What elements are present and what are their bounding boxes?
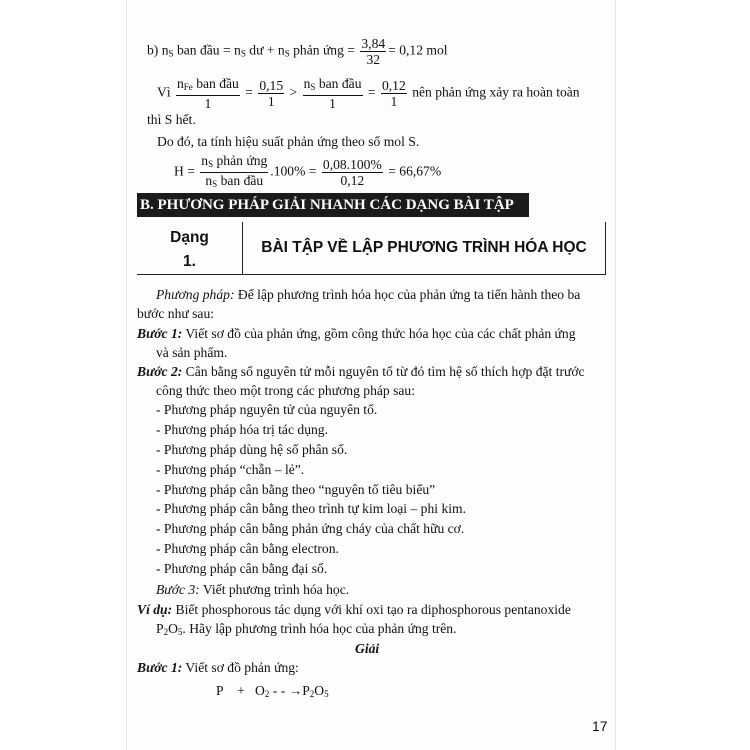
step1 <box>137 326 576 342</box>
step2-line2: công thức theo một trong các phương pháp sau: <box>156 383 415 398</box>
sub: S <box>208 159 214 169</box>
fraction <box>200 153 268 192</box>
equals-sign: = <box>367 84 376 100</box>
step3-label: Bước 3: <box>156 582 200 597</box>
method-list-item: - Phương pháp cân bằng electron. <box>156 541 339 556</box>
text: P <box>156 621 164 636</box>
text: Viết phương trình hóa học. <box>199 582 350 597</box>
denominator: 1 <box>267 94 275 109</box>
h-label: H = <box>174 163 195 179</box>
method-list-item: - Phương pháp cân bằng đại số. <box>156 561 328 576</box>
fraction <box>303 76 363 111</box>
reaction-arrow: - - → <box>272 683 303 698</box>
fraction <box>360 36 386 67</box>
method-label: Phương pháp: <box>156 287 235 302</box>
method-intro <box>156 287 580 303</box>
denominator: 1 <box>329 96 336 111</box>
reactant-p: P <box>216 683 224 698</box>
method-list-item: - Phương pháp cân bằng theo “nguyên tố tiêu biểu” <box>156 482 436 497</box>
reaction-equation <box>216 683 329 699</box>
fraction <box>322 157 383 188</box>
sub-s: S <box>168 48 174 59</box>
text: Cân bằng số nguyên tử mỗi nguyên tố từ đó tìm hệ số thích hợp đặt trước <box>182 364 585 379</box>
text: ban đầu = n <box>173 42 241 58</box>
step1-line2: và sản phẩm. <box>156 345 228 360</box>
denominator: 1 <box>204 96 212 111</box>
sub: S <box>310 82 316 92</box>
example-step1-label: Bước 1: <box>137 660 183 675</box>
method-list-item: - Phương pháp nguyên tử của nguyên tố. <box>156 402 378 417</box>
numerator <box>200 153 268 173</box>
text: O <box>168 621 178 636</box>
fraction <box>176 76 240 111</box>
vi-line2: thì S hết. <box>147 112 196 127</box>
sub: 2 <box>309 689 315 699</box>
step2-label: Bước 2: <box>137 364 183 379</box>
vi-label: Vì <box>157 84 171 100</box>
sub: 5 <box>177 627 183 637</box>
denominator <box>200 173 268 192</box>
product: O <box>314 683 325 698</box>
reactant-o2: O <box>255 683 265 698</box>
text: dư + n <box>245 42 285 58</box>
dang-label-line2: 1. <box>183 253 196 270</box>
method-list-item: - Phương pháp “chẵn – lẻ”. <box>156 462 305 477</box>
denominator: 1 <box>390 94 398 109</box>
sub: 5 <box>324 689 329 699</box>
text: ban đầu <box>192 76 239 91</box>
step3 <box>156 582 349 598</box>
book-page <box>126 0 616 750</box>
dang-label-line1: Dạng <box>170 229 209 246</box>
example-line2 <box>156 621 456 637</box>
dang-label <box>137 222 243 274</box>
h-formula <box>174 153 441 192</box>
numerator: 3,84 <box>361 36 386 51</box>
text: Viết sơ đồ phản ứng: <box>182 660 299 675</box>
denominator: 32 <box>366 52 381 67</box>
sub: 2 <box>163 627 169 637</box>
dang-box <box>137 222 606 275</box>
method-list-item: - Phương pháp cân bằng phản ứng cháy của chất hữu cơ. <box>156 521 465 536</box>
fraction <box>258 78 284 109</box>
page-number: 17 <box>592 718 608 734</box>
text: Để lập phương trình hóa học của phản ứng ta tiến hành theo ba <box>234 287 581 302</box>
h-mid: .100% = <box>270 163 317 179</box>
equals-sign: = <box>245 84 253 100</box>
do-do-line: Do đó, ta tính hiệu suất phản ứng theo số mol S. <box>157 134 420 149</box>
text: phản ứng <box>213 153 268 168</box>
example-label: Ví dụ: <box>137 602 173 617</box>
sub: 2 <box>264 689 270 699</box>
dang-title: BÀI TẬP VỀ LẬP PHƯƠNG TRÌNH HÓA HỌC <box>261 239 587 256</box>
text: ban đầu <box>315 76 362 91</box>
step2 <box>137 364 585 380</box>
greater-sign: > <box>289 84 298 100</box>
plus-sign: + <box>237 683 245 698</box>
numerator: 0,12 <box>381 78 406 93</box>
section-heading: B. PHƯƠNG PHÁP GIẢI NHANH CÁC DẠNG BÀI TẬP <box>137 193 529 217</box>
sub: Fe <box>183 82 193 92</box>
sub: S <box>212 179 218 189</box>
calc-b-result: = 0,12 mol <box>388 42 448 58</box>
text: Biết phosphorous tác dụng với khí oxi tạo ra diphosphorous pentanoxide <box>172 602 571 617</box>
text: ban đầu <box>217 173 264 188</box>
step1-label: Bước 1: <box>137 326 183 341</box>
text: . Hãy lập phương trình hóa học của phản ứng trên. <box>182 621 457 636</box>
numerator: 0,08.100% <box>322 157 382 172</box>
vi-line <box>157 76 580 111</box>
numerator <box>303 76 363 96</box>
denominator: 0,12 <box>340 173 365 188</box>
product: P <box>302 683 310 698</box>
calc-b-line <box>147 36 448 67</box>
fraction <box>381 78 407 109</box>
text: n <box>177 76 184 91</box>
text: phản ứng = <box>289 42 359 58</box>
method-intro-line2: bước như sau: <box>137 306 215 321</box>
solution-heading: Giải <box>355 641 380 656</box>
method-list-item: - Phương pháp dùng hệ số phân số. <box>156 442 348 457</box>
example-step1 <box>137 660 299 676</box>
text: n <box>201 153 209 168</box>
numerator: 0,15 <box>259 78 284 93</box>
h-result: = 66,67% <box>388 163 442 179</box>
text: Viết sơ đồ của phản ứng, gồm công thức hóa học của các chất phản ứng <box>182 326 576 341</box>
sub-s: S <box>240 48 246 59</box>
method-list-item: - Phương pháp cân bằng theo trình tự kim loại – phi kim. <box>156 501 466 516</box>
text: n <box>303 76 311 91</box>
vi-tail: nên phản ứng xảy ra hoàn toàn <box>412 84 580 100</box>
sub-s: S <box>284 48 290 59</box>
calc-b-label: b) n <box>147 42 169 58</box>
method-list-item: - Phương pháp hóa trị tác dụng. <box>156 422 328 437</box>
numerator <box>176 76 240 96</box>
example <box>137 602 571 618</box>
text: n <box>205 173 213 188</box>
